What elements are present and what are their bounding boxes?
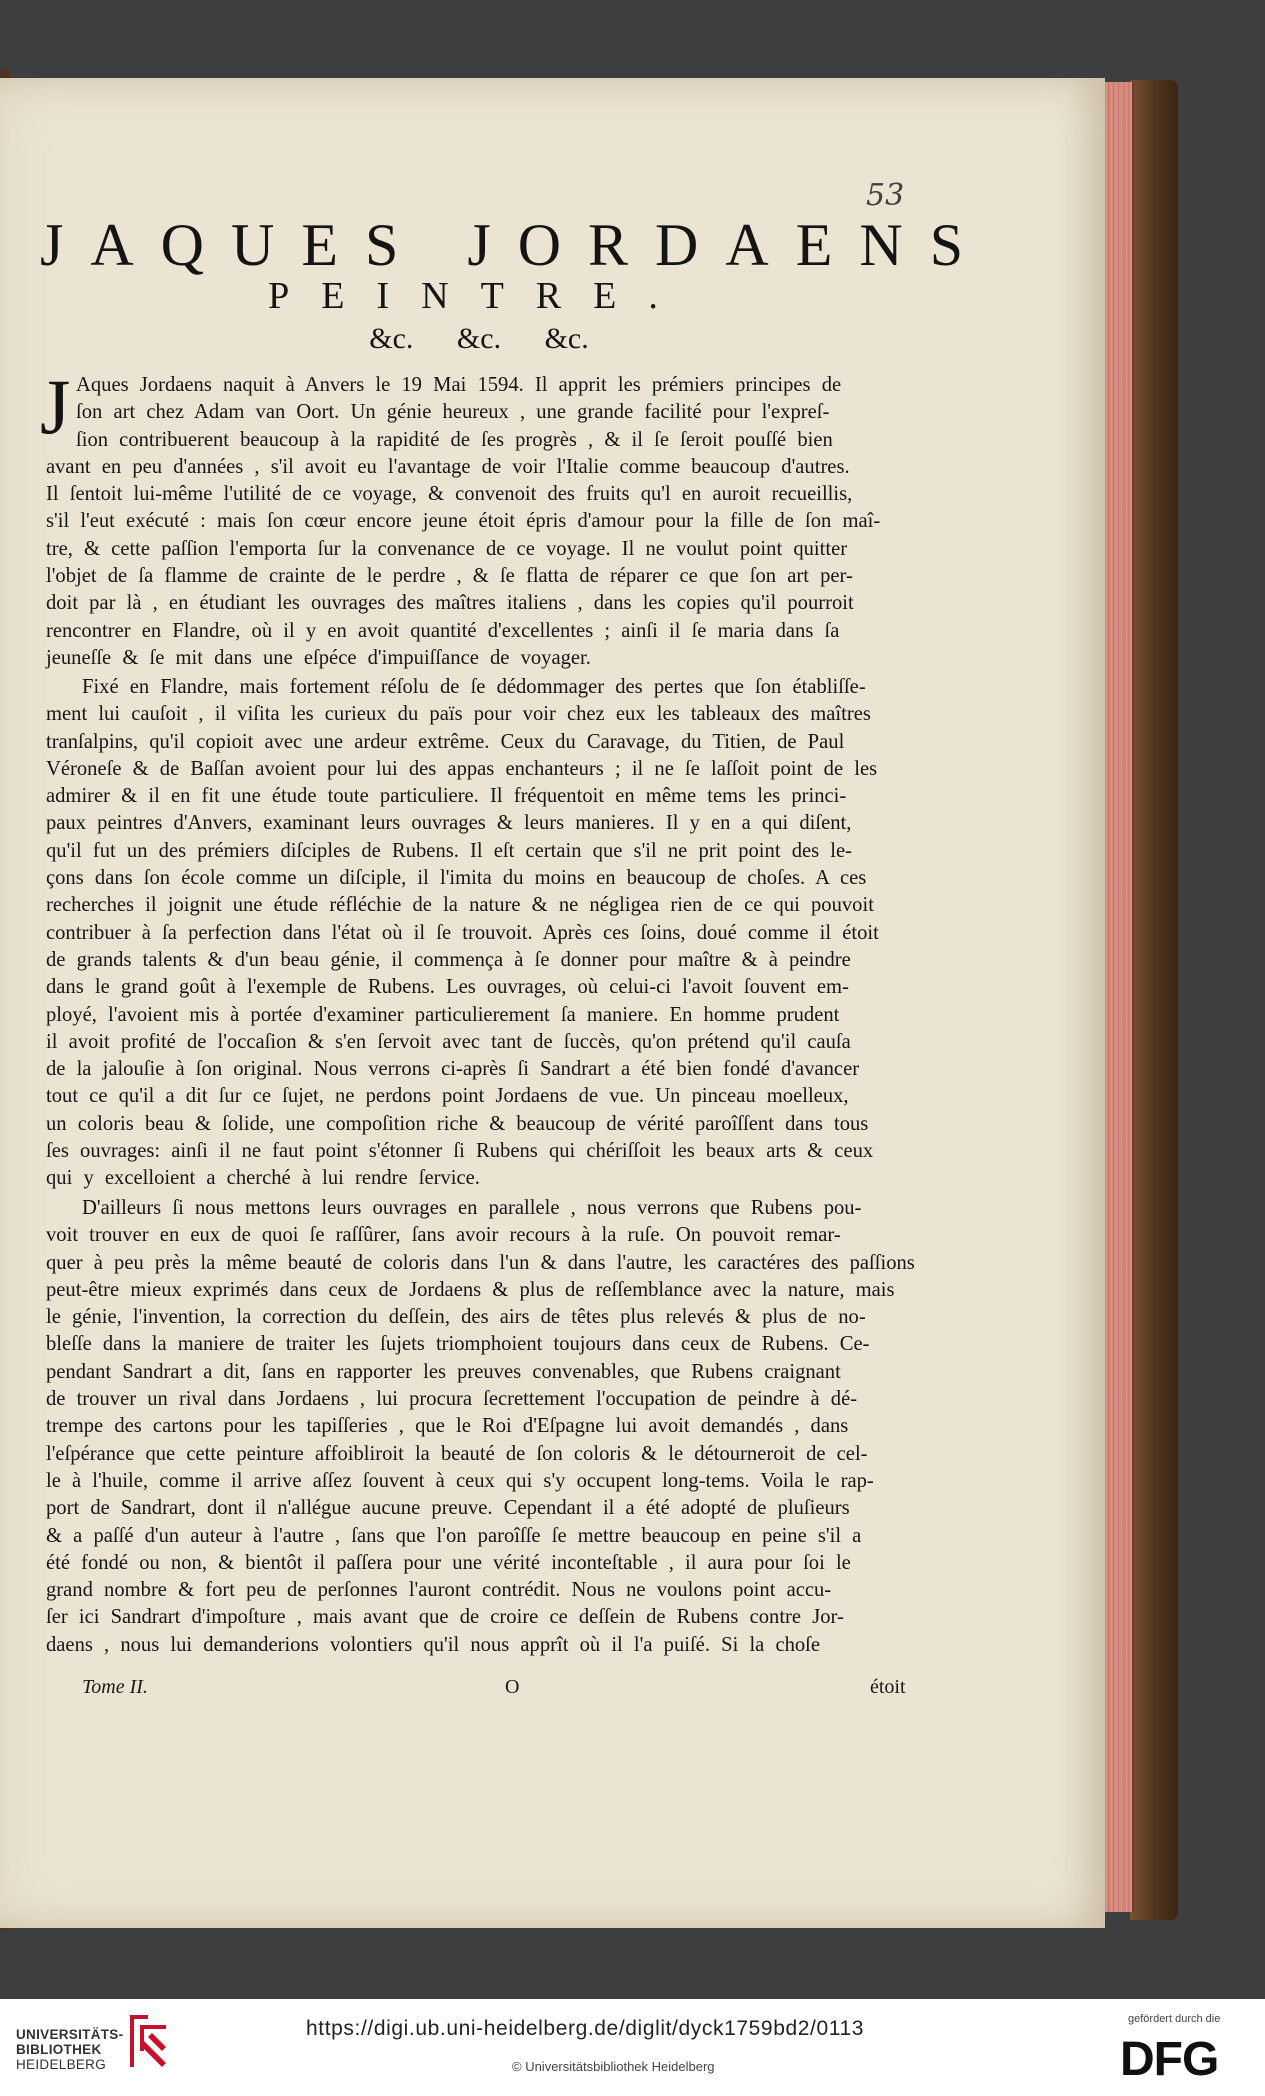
text-line: çons dans ſon école comme un diſciple, il l'imita du moins en beaucoup de choſes. A ces [46,867,867,890]
text-line: pendant Sandrart a dit, ſans en rapporter les preuves convenables, que Rubens craignant [46,1360,841,1383]
paragraph-1 [46,372,918,672]
text-line: Il ſentoit lui-même l'utilité de ce voyage, & convenoit des fruits qu'l en auroit recueillis, [46,483,853,506]
chapter-title: JAQUES JORDAENS [40,212,991,278]
text-line: qui y excelloient a cherché à lui rendre ſervice. [46,1167,480,1190]
text-line: il avoit profité de l'occaſion & s'en ſervoit avec tant de ſuccès, qu'on prétend qu'il cauſa [46,1030,851,1053]
chapter-subtitle: PEINTRE. [268,275,690,317]
text-line: été fondé ou non, & bientôt il paſſera pour une vérité inconteſtable , il aura pour ſoi le [46,1551,851,1574]
library-emblem-icon [126,2011,170,2071]
volume-label: Tome II. [82,1676,148,1698]
library-city: HEIDELBERG [16,2057,107,2072]
text-line: ſer ici Sandrart d'impoſture , mais avant que de croire ce deſſein de Rubens contre Jor- [46,1606,844,1629]
text-line: daens , nous lui demanderions volontiers qu'il nous apprît où il l'a puiſé. Si la choſe [46,1633,821,1656]
text-line: Véroneſe & de Baſſan avoient pour lui des appas enchanteurs ; il ne ſe laſſoit point de les [46,757,878,780]
text-line: ſes ouvrages: ainſi il ne faut point s'étonner ſi Rubens qui chériſſoit les beaux arts & ceux [46,1140,874,1163]
text-line: contribuer à ſa perfection dans l'état où il ſe trouvoit. Après ces ſoins, doué comme il étoit [46,921,879,944]
paragraph-2 [46,674,918,1193]
text-line: avant en peu d'années , s'il avoit eu l'avantage de voir l'Italie comme beaucoup d'autres. [46,455,850,478]
text-line: dans le grand goût à l'exemple de Rubens. Les ouvrages, où celui-ci l'avoit ſouvent em- [46,976,849,999]
library-name-line1: UNIVERSITÄTS- [16,2027,124,2042]
text-line: tout ce qu'il a dit ſur ce ſujet, ne perdons point Jordaens de vue. Un pinceau moelleux, [46,1085,849,1108]
etc-item: &c. [369,322,414,355]
text-line: ployé, l'avoient mis à portée d'examiner particulierement ſa maniere. En homme prudent [46,1003,840,1026]
text-line: trempe des cartons pour les tapiſſeries , que le Roi d'Eſpagne lui avoit demandés , dans [46,1415,849,1438]
text-line: recherches il joignit une étude réfléchie de la nature & ne négligea rien de ce qui pouvoit [46,894,874,917]
text-line: & a paſſé d'un auteur à l'autre , ſans que l'on paroîſſe ſe mettre beaucoup en peine s'il a [46,1524,862,1547]
text-line: le à l'huile, comme il arrive aſſez ſouvent à ceux qui s'y occupent long-tems. Voila le rap- [46,1469,874,1492]
dfg-logo-text: DFG [1120,2033,1219,2081]
text-line: le génie, l'invention, la correction du deſſein, des airs de têtes plus relevés & plus de no- [46,1306,866,1329]
text-line: port de Sandrart, dont il n'allégue aucune preuve. Cependant il a été adopté de pluſieurs [46,1497,850,1520]
dfg-logo[interactable] [1120,2031,1245,2081]
text-line: l'objet de ſa flamme de crainte de le perdre , & ſe flatta de réparer ce que ſon art per- [46,565,853,588]
text-line: Fixé en Flandre, mais fortement réſolu de ſe dédommager des pertes que ſon établiſſe- [82,676,866,698]
text-line: ment lui cauſoit , il viſita les curieux du païs pour voir chez eux les tableaux des maîtres [46,703,871,726]
text-line: jeuneſſe & ſe mit dans une eſpéce d'impuiſſance de voyager. [46,646,591,669]
text-line: paux peintres d'Anvers, examinant leurs ouvrages & leurs manieres. Il y en a qui diſent, [46,812,852,835]
text-line: de grands talents & d'un beau génie, il commença à ſe donner pour maître & à peindre [46,948,851,971]
text-line: de trouver un rival dans Jordaens , lui procura ſecrettement l'occupation de peindre à dé- [46,1388,858,1411]
etc-item: &c. [456,322,502,355]
text-line: de la jalouſie à ſon original. Nous verrons ci-après ſi Sandrart a été bien fondé d'avancer [46,1058,860,1081]
text-line: s'il l'eut exécuté : mais ſon cœur encore jeune étoit épris d'amour pour la fille de ſon maî- [46,510,881,533]
page-number: 53 [866,178,905,213]
signature-mark: O [505,1676,520,1698]
text-line: bleſſe dans la maniere de traiter les ſujets triomphoient toujours dans ceux de Rubens. Ce- [46,1333,870,1356]
text-line: admirer & il en fit une étude toute particuliere. Il fréquentoit en même tems les princi- [46,785,847,808]
text-line: rencontrer en Flandre, où il y en avoit quantité d'excellentes ; ainſi il ſe maria dans ſa [46,619,840,642]
text-line: D'ailleurs ſi nous mettons leurs ouvrages en parallele , nous verrons que Rubens pou- [82,1197,862,1219]
viewer-footer-bar [0,1999,1265,2096]
text-line: un coloris beau & ſolide, une compoſition riche & beaucoup de vérité paroîſſent dans tous [46,1112,869,1135]
funding-note: gefördert durch die [1128,2013,1221,2025]
text-line: doit par là , en étudiant les ouvrages des maîtres italiens , dans les copies qu'il pourroit [46,592,854,615]
etc-line [40,322,918,356]
text-line: ſion contribuerent beaucoup à la rapidité de ſes progrès , & il ſe ſeroit pouſſé bien [76,428,833,451]
permalink-url[interactable]: https://digi.ub.uni-heidelberg.de/diglit/dyck1759bd2/0113 [306,2017,865,2040]
text-line: voit trouver en eux de quoi ſe raſſûrer, ſans avoir recours à la ruſe. On pouvoit remar- [46,1224,841,1247]
text-line: tranſalpins, qu'il copioit avec une ardeur extrême. Ceux du Caravage, du Titien, de Paul [46,730,845,753]
etc-item: &c. [544,322,589,355]
paragraph-3 [46,1195,918,1659]
text-line: l'eſpérance que cette peinture affoibliroit la beauté de ſon coloris & le détourneroit de cel- [46,1442,868,1465]
text-line: tre, & cette paſſion l'emporta ſur la convenance de ce voyage. Il ne voulut point quitter [46,537,848,560]
text-line: qu'il fut un des prémiers diſciples de Rubens. Il eſt certain que s'il ne prit point des le- [46,839,853,862]
text-line: peut-être mieux exprimés dans ceux de Jordaens & plus de reſſemblance avec la nature, mais [46,1278,895,1301]
library-name-line2: BIBLIOTHEK [16,2042,102,2057]
catchword: étoit [870,1676,906,1698]
text-line: Aques Jordaens naquit à Anvers le 19 Mai 1594. Il apprit les prémiers principes de [76,374,842,396]
book-cover-edge [1130,80,1178,1920]
text-line: ſon art chez Adam van Oort. Un génie heureux , une grande facilité pour l'expreſ- [76,401,830,424]
drop-cap: J [40,363,71,450]
text-line: quer à peu près la même beauté de coloris dans l'un & dans l'autre, les caractéres des paſſions [46,1251,915,1274]
text-line: grand nombre & fort peu de perſonnes l'auront contrédit. Nous ne voulons point accu- [46,1579,832,1602]
copyright-notice: © Universitätsbibliothek Heidelberg [512,2059,715,2074]
